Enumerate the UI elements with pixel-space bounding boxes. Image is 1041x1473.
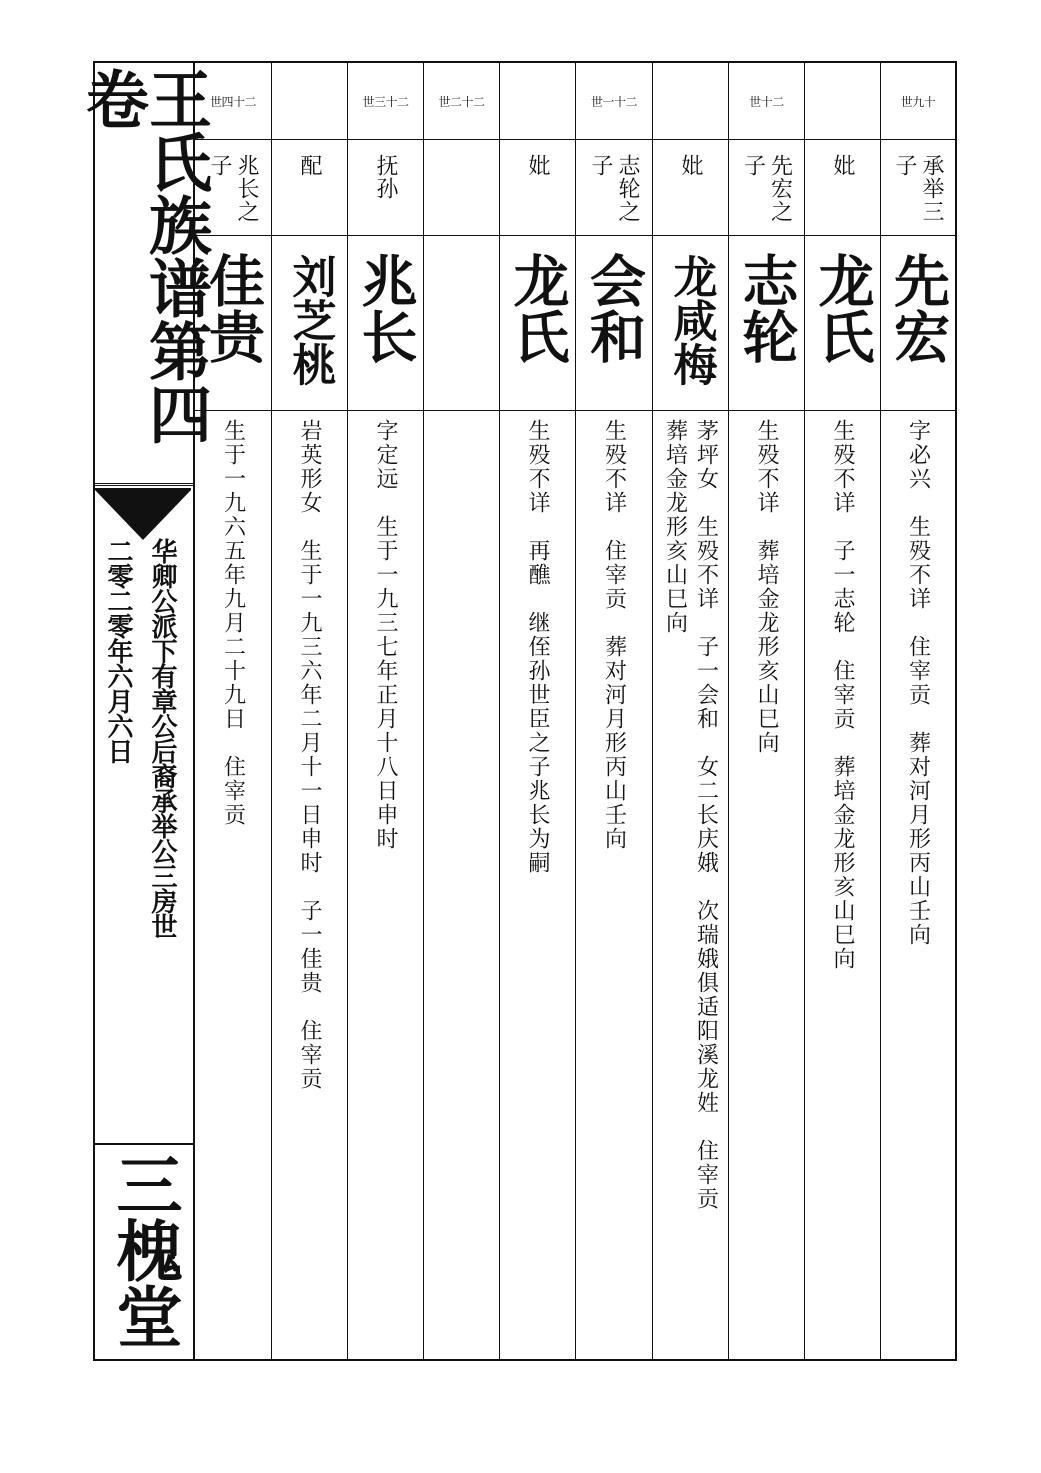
biography-text: 生殁不详 子一志轮 住宰贡 葬培金龙形亥山巳向	[830, 419, 855, 971]
person-name: 龙咸梅	[665, 254, 717, 386]
book-title: 王氏族谱第四卷	[76, 67, 213, 445]
name-cell	[576, 236, 652, 411]
biography-cell	[272, 411, 347, 1369]
biography-cell	[195, 411, 271, 1369]
name-cell	[729, 236, 804, 411]
person-name: 刘芝桃	[284, 254, 336, 386]
relation-label: 承举三子	[892, 154, 944, 223]
biography-cell	[881, 411, 955, 1369]
relation-label: 先宏之子	[740, 154, 793, 223]
biography-text: 生殁不详 再醮 继侄孙世臣之子兆长为嗣	[525, 419, 550, 875]
relation-cell	[729, 140, 804, 236]
relation-cell	[881, 140, 955, 236]
generation-label: 世四十二	[195, 63, 271, 140]
relation-cell	[576, 140, 652, 236]
generation-label: 世二十二	[424, 63, 499, 140]
biography-cell	[424, 411, 499, 1369]
generation-label: 世十二	[729, 63, 804, 140]
entry-column	[272, 63, 348, 1359]
title-panel	[76, 63, 213, 1359]
biography-text: 字定远 生于一九三七年正月十八日申时	[373, 419, 398, 851]
name-cell	[272, 236, 347, 411]
biography-cell	[805, 411, 880, 1369]
entry-column	[424, 63, 500, 1359]
biography-cell	[576, 411, 652, 1369]
compilation-date: 二零二零年六月六日	[103, 538, 133, 763]
biography-cell	[348, 411, 423, 1369]
person-name: 志轮	[733, 252, 800, 364]
biography-text: 生殁不详 葬培金龙形亥山巳向	[754, 419, 779, 755]
name-cell	[805, 236, 880, 411]
person-name: 先宏	[885, 252, 951, 364]
relation-cell	[195, 140, 271, 236]
biography-text: 字必兴 生殁不详 住宰贡 葬对河月形丙山壬向	[905, 419, 931, 947]
name-cell	[195, 236, 271, 411]
generation-label	[500, 63, 575, 140]
relation-label: 妣	[525, 154, 550, 177]
hall-name-box	[95, 1143, 193, 1361]
person-name: 龙氏	[504, 252, 571, 364]
biography-cell	[500, 411, 575, 1369]
entry-column	[348, 63, 424, 1359]
relation-cell	[272, 140, 347, 236]
relation-label: 配	[297, 154, 322, 177]
relation-cell	[653, 140, 728, 236]
relation-cell	[805, 140, 880, 236]
lineage-subtitle: 华卿公派下有章公后裔承举公三房世	[147, 538, 177, 938]
name-cell	[500, 236, 575, 411]
relation-label: 志轮之子	[588, 154, 640, 223]
person-name: 兆长	[352, 252, 419, 364]
entry-column	[729, 63, 805, 1359]
name-cell	[424, 236, 499, 411]
biography-cell	[653, 411, 728, 1369]
name-cell	[653, 236, 728, 411]
relation-label: 妣	[830, 154, 855, 177]
biography-text: 生于一九六五年九月二十九日 住宰贡	[220, 419, 246, 827]
biography-text: 茅坪女 生殁不详 子一会和 女二长庆娥 次瑞娥俱适阳溪龙姓 住宰贡 葬培金龙形亥山巳向	[662, 419, 719, 1211]
relation-cell	[424, 140, 499, 236]
person-name: 龙氏	[809, 252, 876, 364]
book-title-box	[76, 63, 213, 486]
relation-label: 抚孙	[373, 154, 398, 200]
person-name: 佳贵	[200, 252, 266, 364]
generation-label	[653, 63, 728, 140]
name-cell	[348, 236, 423, 411]
genealogy-page-frame	[76, 61, 957, 1361]
entry-column	[576, 63, 653, 1359]
entry-column	[195, 63, 272, 1359]
entry-column	[805, 63, 881, 1359]
person-name: 会和	[581, 252, 647, 364]
relation-cell	[500, 140, 575, 236]
biography-text: 岩英形女 生于一九三六年二月十一日申时 子一佳贵 住宰贡	[297, 419, 322, 1091]
relation-label: 兆长之子	[207, 154, 259, 223]
biography-cell	[729, 411, 804, 1369]
generation-label	[805, 63, 880, 140]
biography-text: 生殁不详 住宰贡 葬对河月形丙山壬向	[601, 419, 627, 851]
generation-label: 世九十	[881, 63, 955, 140]
generation-label	[272, 63, 347, 140]
generation-label: 世三十二	[348, 63, 423, 140]
relation-cell	[348, 140, 423, 236]
entry-column	[500, 63, 576, 1359]
generation-label: 世一十二	[576, 63, 652, 140]
relation-label: 妣	[678, 154, 703, 177]
name-cell	[881, 236, 955, 411]
entry-column	[653, 63, 729, 1359]
entry-column	[881, 63, 955, 1359]
hall-name: 三槐堂	[105, 1151, 183, 1349]
